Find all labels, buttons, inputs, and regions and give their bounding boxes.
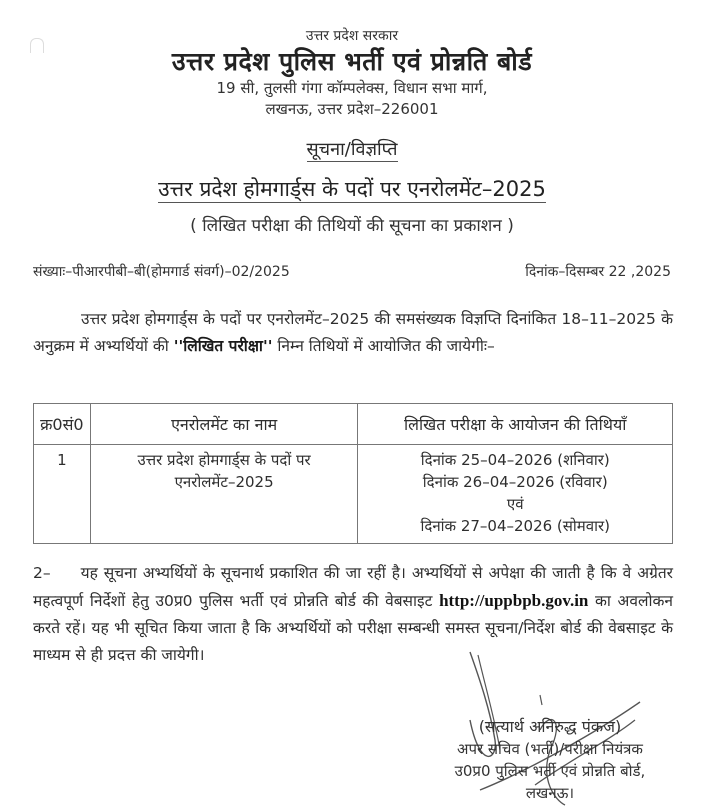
address-line-1: 19 सी, तुलसी गंगा कॉम्पलेक्स, विधान सभा मार्ग, <box>216 79 488 97</box>
paragraph-1-text: उत्तर प्रदेश होमगार्ड्स के पदों पर एनरोलमेंट–2025 की समसंख्यक विज्ञप्ति दिनांकित 18–11–2025 के अनुक्रम में अभ्यर्थियों की <box>33 310 673 355</box>
notice-subtitle: ( लिखित परीक्षा की तिथियों की सूचना का प्रकाशन ) <box>190 216 514 236</box>
cell-serial: 1 <box>34 445 91 544</box>
signatory-name: (सत्यार्थ अनिरुद्ध पंकज) <box>478 717 622 736</box>
enrolment-name-line: एनरोलमेंट–2025 <box>174 473 274 491</box>
exam-schedule-table <box>33 403 673 544</box>
government-label: उत्तर प्रदेश सरकार <box>305 28 399 44</box>
paragraph-1 <box>33 306 673 360</box>
paragraph-2-number: 2– <box>33 564 51 582</box>
cell-exam-dates <box>358 445 673 544</box>
paragraph-2-text: यह सूचना अभ्यर्थियों के सूचनार्थ प्रकाशित की जा रहीं है। अभ्यर्थियों से अपेक्षा की जाती है कि वे अग्रेतर महत्वपूर्ण निर्देशों हेतु उ0प्र0 पुलिस भर्ती एवं प्रोन्नति बोर्ड की वेबसाइट <box>33 564 674 610</box>
paragraph-2-text-end: का अवलोकन करते रहें। यह भी सूचित किया जाता है कि अभ्यर्थियों को परीक्षा सम्बन्धी समस्त सूचना/निर्देश बोर्ड की वेबसाइट के माध्यम से ही प्रदत्त की जायेगी। <box>33 592 673 664</box>
exam-date: दिनांक 27–04–2026 (सोमवार) <box>420 517 610 535</box>
reference-line <box>33 262 671 281</box>
header-exam-dates: लिखित परीक्षा के आयोजन की तिथियॉं <box>358 404 673 445</box>
table-header-row <box>34 404 673 445</box>
written-exam-highlight: ''लिखित परीक्षा'' <box>173 337 273 355</box>
header-serial: क्र0सं0 <box>34 404 91 445</box>
header-enrolment-name: एनरोलमेंट का नाम <box>90 404 358 445</box>
signatory-city: लखनऊ। <box>525 784 575 802</box>
notice-label <box>0 137 704 161</box>
website-link[interactable]: http://uppbpb.gov.in <box>439 591 589 610</box>
board-name: उत्तर प्रदेश पुलिस भर्ती एवं प्रोन्नति बोर्ड <box>171 47 533 76</box>
signatory-organization: उ0प्र0 पुलिस भर्ती एवं प्रोन्नति बोर्ड, <box>454 762 646 780</box>
reference-number: संख्याः–पीआरपीबी–बी(होमगार्ड संवर्ग)–02/2025 <box>33 264 290 280</box>
paragraph-1-text-end: निम्न तिथियों में आयोजित की जायेगीः– <box>272 337 495 355</box>
reference-date: दिनांक–दिसम्बर 22 ,2025 <box>525 264 671 280</box>
signatory-designation: अपर सचिव (भर्ती)/परीक्षा नियंत्रक <box>457 740 643 758</box>
cell-enrolment-name <box>90 445 358 544</box>
exam-date: दिनांक 26–04–2026 (रविवार) <box>422 473 608 491</box>
notice-title <box>0 175 704 203</box>
table-row <box>34 445 673 544</box>
address-line-2: लखनऊ, उत्तर प्रदेश–226001 <box>265 100 439 118</box>
notice-label-text: सूचना/विज्ञप्ति <box>306 139 398 160</box>
enrolment-name-line: उत्तर प्रदेश होमगार्ड्स के पदों पर <box>137 451 311 469</box>
exam-date-conjunction: एवं <box>506 495 524 513</box>
notice-title-text: उत्तर प्रदेश होमगार्ड्स के पदों पर एनरोलमेंट–2025 <box>158 177 546 201</box>
exam-date: दिनांक 25–04–2026 (शनिवार) <box>420 451 610 469</box>
